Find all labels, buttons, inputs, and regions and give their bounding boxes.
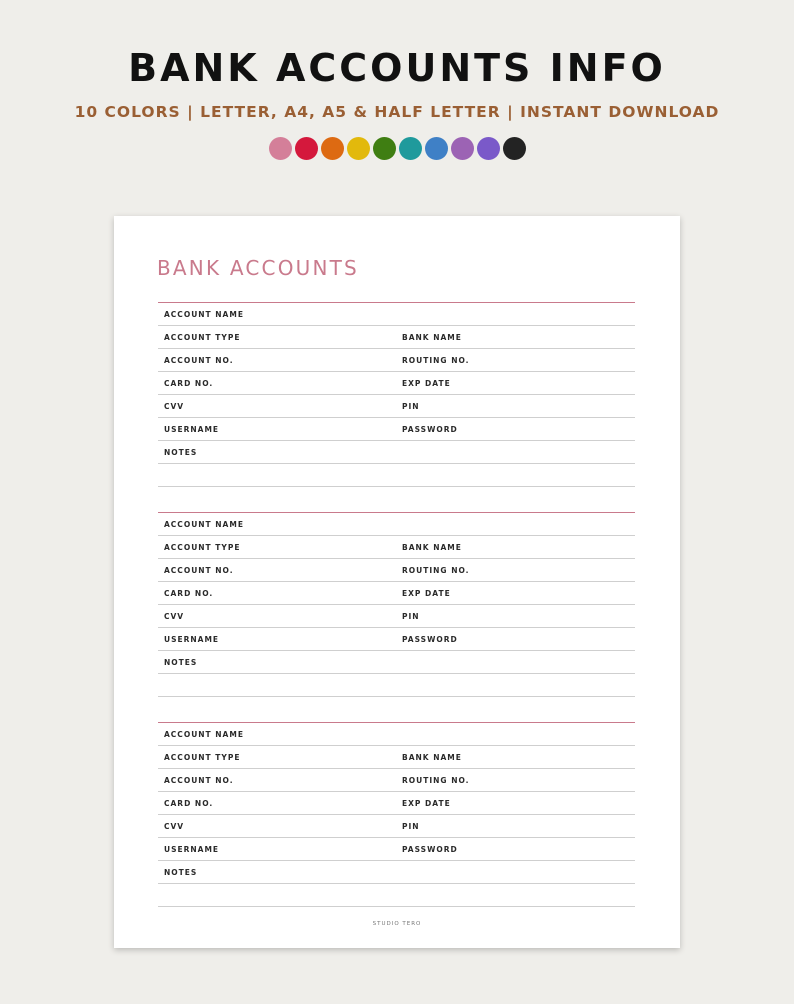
account-name-row[interactable] <box>158 303 635 326</box>
notes-row[interactable] <box>158 651 635 674</box>
account-no-label: ACCOUNT NO. <box>164 566 234 575</box>
cvv-row[interactable] <box>158 815 635 838</box>
sheet-title: BANK ACCOUNTS <box>157 256 359 280</box>
cvv-label: CVV <box>164 402 185 411</box>
account-no-row[interactable] <box>158 769 635 792</box>
account-block <box>158 512 635 697</box>
username-row[interactable] <box>158 838 635 861</box>
pin-label: PIN <box>402 402 420 411</box>
card-no-row[interactable] <box>158 372 635 395</box>
brand-footer: STUDIO TERO <box>372 921 422 927</box>
color-swatch-yellow[interactable] <box>347 137 370 160</box>
account-no-label: ACCOUNT NO. <box>164 776 234 785</box>
color-swatch-red[interactable] <box>295 137 318 160</box>
account-type-label: ACCOUNT TYPE <box>164 333 241 342</box>
username-label: USERNAME <box>164 425 220 434</box>
bank-name-label: BANK NAME <box>402 543 462 552</box>
account-block <box>158 302 635 487</box>
exp-date-label: EXP DATE <box>402 589 451 598</box>
card-no-row[interactable] <box>158 792 635 815</box>
card-no-label: CARD NO. <box>164 589 214 598</box>
account-no-row[interactable] <box>158 349 635 372</box>
cvv-label: CVV <box>164 612 185 621</box>
notes-line[interactable] <box>158 464 635 487</box>
notes-line[interactable] <box>158 674 635 697</box>
account-name-label: ACCOUNT NAME <box>164 310 244 319</box>
notes-label: NOTES <box>164 448 198 457</box>
account-type-row[interactable] <box>158 536 635 559</box>
username-label: USERNAME <box>164 635 220 644</box>
card-no-label: CARD NO. <box>164 799 214 808</box>
account-type-label: ACCOUNT TYPE <box>164 753 241 762</box>
account-type-row[interactable] <box>158 326 635 349</box>
username-row[interactable] <box>158 628 635 651</box>
cvv-row[interactable] <box>158 395 635 418</box>
cvv-row[interactable] <box>158 605 635 628</box>
exp-date-label: EXP DATE <box>402 379 451 388</box>
pin-label: PIN <box>402 822 420 831</box>
color-swatch-teal[interactable] <box>399 137 422 160</box>
bank-name-label: BANK NAME <box>402 753 462 762</box>
notes-line[interactable] <box>158 884 635 907</box>
cvv-label: CVV <box>164 822 185 831</box>
username-row[interactable] <box>158 418 635 441</box>
bank-name-label: BANK NAME <box>402 333 462 342</box>
account-no-row[interactable] <box>158 559 635 582</box>
notes-label: NOTES <box>164 868 198 877</box>
account-name-label: ACCOUNT NAME <box>164 730 244 739</box>
username-label: USERNAME <box>164 845 220 854</box>
account-name-row[interactable] <box>158 723 635 746</box>
password-label: PASSWORD <box>402 635 458 644</box>
card-no-row[interactable] <box>158 582 635 605</box>
pin-label: PIN <box>402 612 420 621</box>
password-label: PASSWORD <box>402 845 458 854</box>
card-no-label: CARD NO. <box>164 379 214 388</box>
account-name-label: ACCOUNT NAME <box>164 520 244 529</box>
product-subtitle: 10 COLORS | LETTER, A4, A5 & HALF LETTER | INSTANT DOWNLOAD <box>74 103 720 121</box>
routing-no-label: ROUTING NO. <box>402 566 470 575</box>
printable-sheet <box>114 216 680 948</box>
password-label: PASSWORD <box>402 425 458 434</box>
notes-row[interactable] <box>158 441 635 464</box>
notes-row[interactable] <box>158 861 635 884</box>
color-swatch-purple[interactable] <box>451 137 474 160</box>
account-name-row[interactable] <box>158 513 635 536</box>
exp-date-label: EXP DATE <box>402 799 451 808</box>
routing-no-label: ROUTING NO. <box>402 356 470 365</box>
color-swatch-violet[interactable] <box>477 137 500 160</box>
color-swatch-orange[interactable] <box>321 137 344 160</box>
color-swatch-pink[interactable] <box>269 137 292 160</box>
color-swatch-green[interactable] <box>373 137 396 160</box>
account-no-label: ACCOUNT NO. <box>164 356 234 365</box>
account-type-label: ACCOUNT TYPE <box>164 543 241 552</box>
page-title: BANK ACCOUNTS INFO <box>128 46 666 90</box>
routing-no-label: ROUTING NO. <box>402 776 470 785</box>
color-swatch-black[interactable] <box>503 137 526 160</box>
color-swatch-blue[interactable] <box>425 137 448 160</box>
account-block <box>158 722 635 907</box>
notes-label: NOTES <box>164 658 198 667</box>
color-swatches <box>0 137 794 160</box>
account-type-row[interactable] <box>158 746 635 769</box>
